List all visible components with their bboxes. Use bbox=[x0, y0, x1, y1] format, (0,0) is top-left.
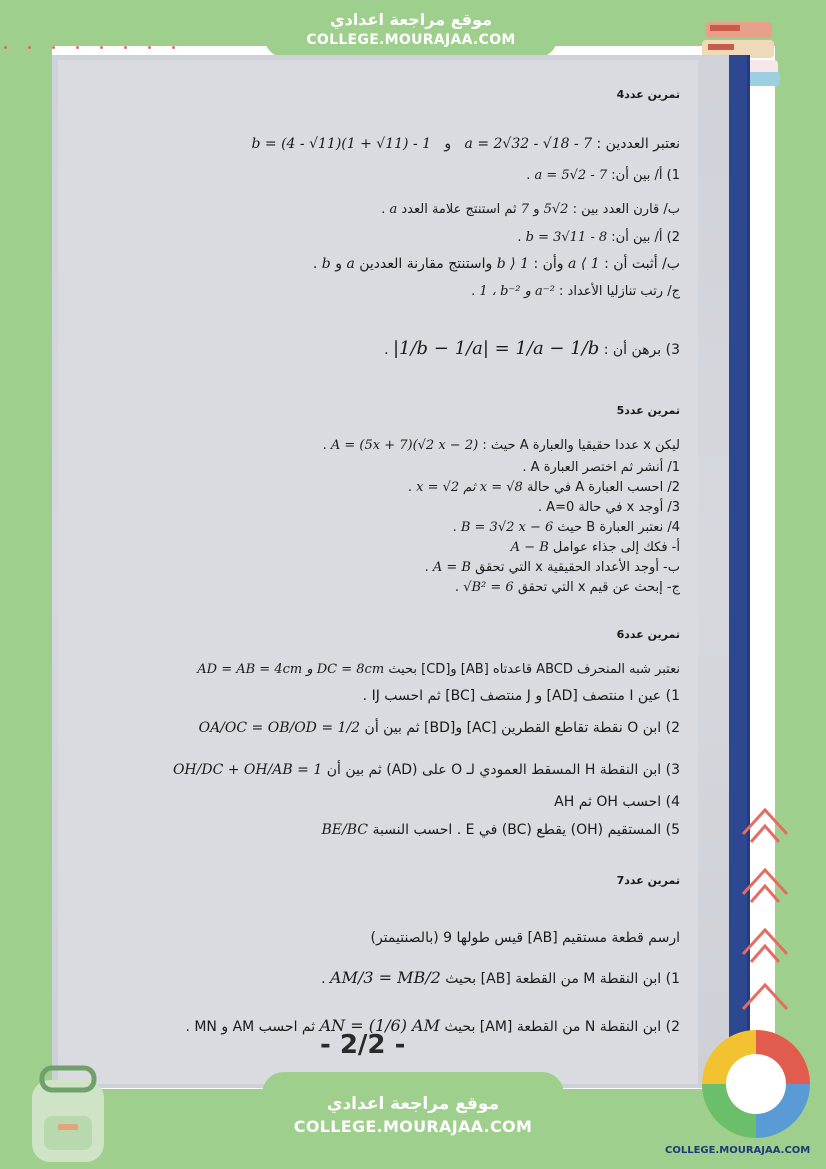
q3-math: |1/b − 1/a| = 1/a − 1/b bbox=[392, 338, 600, 359]
ex6-q5 bbox=[322, 822, 681, 838]
q2b-text3: واستنتج مقارنة العددين bbox=[359, 256, 493, 272]
ex5-q2: 2/ احسب العبارة A في حالة x = √2 ثم x = √8 . bbox=[407, 480, 680, 495]
chevron-up-icon bbox=[735, 965, 795, 1025]
ex5-q4c-math: √B² = 6 bbox=[463, 580, 514, 595]
ex5-q4b-text: ب- أوجد الأعداد الحقيقية x التي تحقق bbox=[475, 560, 680, 575]
q3-text: 3) برهن أن : bbox=[603, 342, 680, 358]
ex5-q4-math: B = 3√2 x − 6 bbox=[460, 520, 554, 535]
ex6-intro-text: نعتبر شبه المنحرف ABCD قاعدتاه [AB] و[CD] بحيث bbox=[388, 662, 680, 677]
ex6-q3-math: OH/DC + OH/AB = 1 bbox=[172, 762, 323, 778]
ex5-q4b-math: A = B bbox=[432, 560, 471, 575]
site-logo-icon bbox=[697, 1025, 815, 1143]
decorative-dots bbox=[4, 46, 204, 52]
ex5-q4a-math: A − B bbox=[510, 540, 549, 555]
ex5-q1: 1/ أنشر ثم اختصر العبارة A . bbox=[522, 460, 680, 475]
ex5-q2-math: x = √2 ثم x = √8 bbox=[416, 480, 523, 495]
q2b-a: a bbox=[346, 256, 355, 272]
ex7-q2-math: AN = (1/6) AM bbox=[319, 1016, 440, 1035]
ex6-q2 bbox=[199, 720, 680, 736]
ex5-q4-text: 4/ نعتبر العبارة B حيث bbox=[557, 520, 680, 535]
page-number: - 2/2 - bbox=[320, 1030, 406, 1060]
ex5-q4b: ب- أوجد الأعداد الحقيقية x التي تحقق A = B . bbox=[424, 560, 680, 575]
exercise-sheet bbox=[70, 70, 680, 1070]
ex7-intro: ارسم قطعة مستقيم [AB] قيس طولها 9 (بالصنتيمتر) bbox=[370, 930, 680, 946]
ex7-q1-text: 1) ابن النقطة M من القطعة [AB] بحيث bbox=[445, 971, 680, 987]
ex5-intro-math: A = (5x + 7)(√2 x − 2) bbox=[330, 438, 479, 453]
q2b-b: b bbox=[321, 256, 331, 272]
ex5-q2-text: 2/ احسب العبارة A في حالة bbox=[526, 480, 680, 495]
footer-site-link[interactable]: COLLEGE.MOURAJAA.COM bbox=[293, 1117, 533, 1136]
and-word: و bbox=[335, 256, 342, 272]
q2b-math2: b ⟩ 1 bbox=[496, 256, 529, 272]
header-banner bbox=[264, 0, 558, 58]
ex4-q2b: ب/ أثبت أن : a ⟨ 1 وأن : b ⟩ 1 واستنتج مقارنة العددين a و b . bbox=[312, 256, 680, 272]
exercise-4-title: تمرين عدد4 bbox=[616, 88, 680, 101]
ex5-q3: 3/ أوجد x في حالة A=0 . bbox=[537, 500, 680, 515]
chevron-up-icon bbox=[735, 790, 795, 850]
and-word: و bbox=[444, 136, 452, 152]
and-word: و bbox=[533, 202, 540, 217]
ex4-q1a: 1) أ/ بين أن: a = 5√2 - 7 . bbox=[526, 168, 680, 183]
q1b-math1: 5√2 bbox=[543, 202, 569, 217]
chevron-up-icon bbox=[735, 910, 795, 970]
q2c-math: 1 ، b⁻² و a⁻² bbox=[479, 284, 555, 299]
q1a-math: a = 5√2 - 7 bbox=[534, 168, 608, 183]
backpack-icon bbox=[18, 1060, 118, 1165]
exercise-7-title: تمرين عدد7 bbox=[616, 874, 680, 887]
ex4-q1b: ب/ قارن العدد بين : 5√2 و 7 ثم استنتج علامة العدد a . bbox=[381, 202, 680, 217]
ex4-q2a: 2) أ/ بين أن: b = 3√11 - 8 . bbox=[517, 230, 680, 245]
exercise-6-title: تمرين عدد6 bbox=[616, 628, 680, 641]
ex6-intro-math: AD = AB = 4cm و DC = 8cm bbox=[197, 662, 385, 677]
ex6-q4: 4) احسب OH ثم AH bbox=[554, 794, 680, 810]
ex5-intro-text: ليكن x عددا حقيقيا والعبارة A حيث : bbox=[482, 438, 680, 453]
exercise-5-title: تمرين عدد5 bbox=[616, 404, 680, 417]
q2b-text: ب/ أثبت أن : bbox=[604, 256, 680, 272]
q2b-math1: a ⟨ 1 bbox=[568, 256, 600, 272]
ex5-q4c-text: ج- إبحث عن قيم x التي تحقق bbox=[517, 580, 680, 595]
header-site-link[interactable]: COLLEGE.MOURAJAA.COM bbox=[306, 32, 516, 48]
ex4-q2c: ج/ رتب تنازليا الأعداد : 1 ، b⁻² و a⁻² . bbox=[471, 284, 680, 299]
ex5-q4: 4/ نعتبر العبارة B حيث B = 3√2 x − 6 . bbox=[452, 520, 680, 535]
ex7-q1-math: AM/3 = MB/2 bbox=[330, 968, 441, 987]
q2b-text2: وأن : bbox=[533, 256, 564, 272]
ex6-q5-math: BE/BC bbox=[321, 822, 368, 838]
exercise-4-intro bbox=[252, 136, 681, 152]
ex5-q4a-text: أ- فكك إلى جذاء عوامل bbox=[552, 540, 680, 555]
ex6-q1: 1) عين I منتصف [AD] و J منتصف [BC] ثم احسب IJ . bbox=[362, 688, 680, 704]
ex7-q2-text: 2) ابن النقطة N من القطعة [AM] بحيث bbox=[444, 1019, 680, 1035]
q2a-text: 2) أ/ بين أن: bbox=[611, 230, 680, 245]
b-definition: b = (4 - √11)(1 + √11) - 1 bbox=[251, 136, 432, 152]
footer-site-arabic: موقع مراجعة اعدادي bbox=[326, 1094, 500, 1114]
q1b-var: a bbox=[389, 202, 398, 217]
ex6-q2-math: OA/OC = OB/OD = 1/2 bbox=[198, 720, 361, 736]
q1b-text2: ثم استنتج علامة العدد bbox=[401, 202, 517, 217]
q2a-math: b = 3√11 - 8 bbox=[525, 230, 608, 245]
ex5-q4a bbox=[511, 540, 680, 555]
ex6-q2-text: 2) ابن O نقطة تقاطع القطرين [AC] و[BD] ثم بين أن bbox=[364, 720, 680, 736]
ex6-intro bbox=[197, 662, 680, 677]
header-site-arabic: موقع مراجعة اعدادي bbox=[329, 10, 493, 29]
ex7-q2-end: ثم احسب AM و MN . bbox=[185, 1019, 316, 1035]
q1b-text: ب/ قارن العدد بين : bbox=[572, 202, 680, 217]
ex6-q3-text: 3) ابن النقطة H المسقط العمودي لـ O على (AD) ثم بين أن bbox=[326, 762, 680, 778]
ex6-q5-text: 5) المستقيم (OH) يقطع (BC) في E . احسب النسبة bbox=[372, 822, 680, 838]
q2c-text: ج/ رتب تنازليا الأعداد : bbox=[559, 284, 680, 299]
q1b-math2: 7 bbox=[520, 202, 530, 217]
chevron-up-icon bbox=[735, 850, 795, 910]
ex7-q1: 1) ابن النقطة M من القطعة [AB] بحيث AM/3 = MB/2 . bbox=[321, 968, 680, 987]
ex5-q4c: ج- إبحث عن قيم x التي تحقق √B² = 6 . bbox=[454, 580, 680, 595]
a-definition: a = 2√32 - √18 - 7 bbox=[464, 136, 593, 152]
q1a-text: 1) أ/ بين أن: bbox=[611, 168, 680, 183]
intro-text: نعتبر العددين : bbox=[596, 136, 680, 152]
footer-logo-text: COLLEGE.MOURAJAA.COM bbox=[665, 1145, 811, 1156]
ex6-q3 bbox=[173, 762, 680, 778]
ex7-q2 bbox=[185, 1016, 680, 1035]
footer-banner bbox=[262, 1072, 564, 1148]
ex5-intro: ليكن x عددا حقيقيا والعبارة A حيث : A = (5x + 7)(√2 x − 2) . bbox=[322, 438, 680, 453]
ex4-q3: 3) برهن أن : |1/b − 1/a| = 1/a − 1/b . bbox=[384, 338, 680, 359]
